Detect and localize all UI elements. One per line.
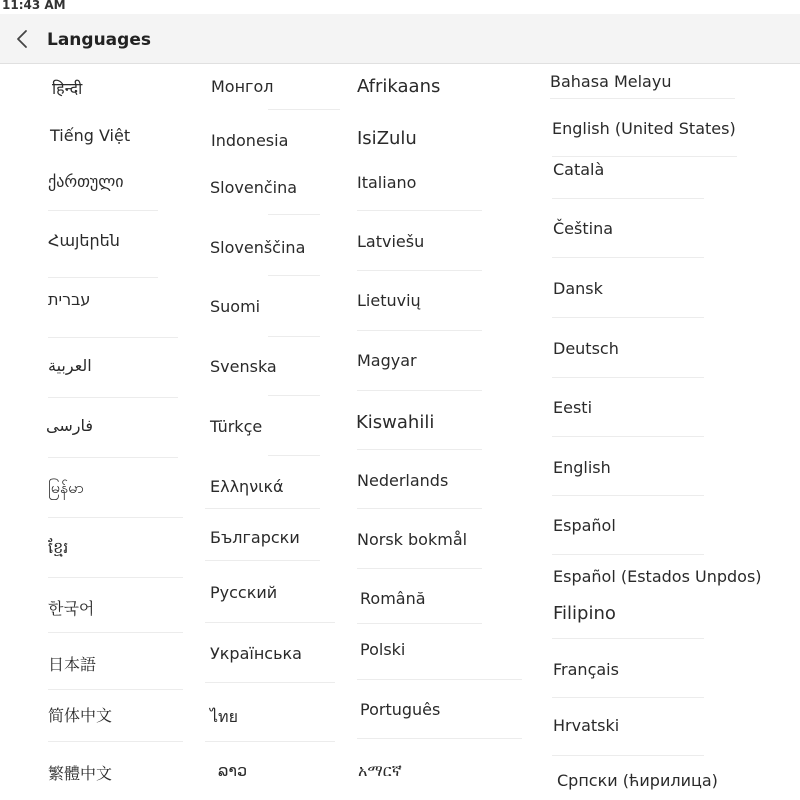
divider [48,577,183,578]
language-option[interactable]: Čeština [553,219,614,238]
language-option[interactable]: Afrikaans [357,76,441,97]
divider [552,257,704,258]
divider [205,741,335,742]
divider [552,495,704,496]
language-option[interactable]: हिन्दी [52,79,83,98]
language-option[interactable]: Català [553,160,605,179]
divider [357,210,482,211]
language-option[interactable]: Türkçe [210,417,263,436]
divider [552,198,704,199]
divider [357,270,482,271]
language-option[interactable]: فارسی [46,416,93,435]
language-option[interactable]: Hrvatski [553,716,620,735]
divider [48,397,178,398]
language-option[interactable]: Deutsch [553,339,619,358]
language-option[interactable]: Polski [360,640,406,659]
language-option[interactable]: Italiano [357,173,417,192]
language-option[interactable]: עברית [48,290,91,309]
divider [48,689,183,690]
divider [552,317,704,318]
divider [357,330,482,331]
language-option[interactable]: Indonesia [211,131,289,150]
divider [48,210,158,211]
language-option[interactable]: Dansk [553,279,603,298]
divider [205,508,320,509]
language-option[interactable]: ລາວ [218,761,248,780]
divider [357,449,482,450]
language-option[interactable]: Bahasa Melayu [550,72,672,91]
divider [48,337,178,338]
divider [552,554,704,555]
divider [550,98,735,99]
status-time: 11:43 AM [2,0,66,12]
divider [48,517,183,518]
divider [552,436,704,437]
language-option[interactable]: Ελληνικά [210,477,284,496]
language-option[interactable]: English (United States) [552,119,736,138]
language-option[interactable]: 繁體中文 [48,764,113,783]
language-option[interactable]: Монгол [211,77,274,96]
language-option[interactable]: Български [210,528,300,547]
divider [268,395,320,396]
divider [357,623,482,624]
divider [552,377,704,378]
divider [552,697,704,698]
divider [268,455,320,456]
divider [205,682,335,683]
language-option[interactable]: English [553,458,611,477]
language-option[interactable]: Svenska [210,357,277,376]
language-option[interactable]: 한국어 [48,599,95,618]
language-option[interactable]: 日本語 [48,655,97,674]
language-option[interactable]: 简体中文 [48,706,113,725]
language-option[interactable]: Latviešu [357,232,425,251]
divider [268,275,320,276]
divider [48,277,158,278]
divider [268,109,340,110]
divider [357,738,522,739]
divider [357,390,482,391]
language-option[interactable]: IsiZulu [357,128,417,149]
language-option[interactable]: Lietuvių [357,291,421,310]
language-option[interactable]: Filipino [553,603,616,624]
language-option[interactable]: አማርኛ [358,761,402,780]
language-option[interactable]: Slovenčina [210,178,298,197]
language-option[interactable]: Slovenščina [210,238,306,257]
divider [357,568,482,569]
language-option[interactable]: Kiswahili [356,412,435,433]
language-option[interactable]: Română [360,589,426,608]
language-option[interactable]: Tiếng Việt [50,126,131,145]
language-option[interactable]: Español [553,516,616,535]
language-option[interactable]: ខ្មែរ [48,538,69,557]
language-option[interactable]: Русский [210,583,278,602]
language-option[interactable]: Eesti [553,398,593,417]
divider [48,632,183,633]
divider [268,336,320,337]
language-option[interactable]: Magyar [357,351,417,370]
divider [48,741,183,742]
page-title: Languages [47,30,151,50]
divider [48,457,178,458]
divider [357,508,482,509]
divider [205,560,320,561]
language-option[interactable]: Հայերեն [48,231,120,250]
language-option[interactable]: Suomi [210,297,261,316]
language-option[interactable]: العربية [48,356,92,375]
language-option[interactable]: Norsk bokmål [357,530,468,549]
language-option[interactable]: ไทย [210,707,238,726]
language-option[interactable]: မြန်မာ [48,478,84,497]
divider [268,214,320,215]
language-option[interactable]: Français [553,660,619,679]
language-option[interactable]: Nederlands [357,471,449,490]
divider [552,156,737,157]
divider [205,622,335,623]
language-option[interactable]: ქართული [48,172,124,191]
divider [357,679,522,680]
divider [552,638,704,639]
language-option[interactable]: Українська [210,644,302,663]
divider [552,755,704,756]
language-option[interactable]: Српски (ћирилица) [557,771,718,790]
language-option[interactable]: Español (Estados Unpdos) [553,567,762,586]
language-option[interactable]: Português [360,700,441,719]
